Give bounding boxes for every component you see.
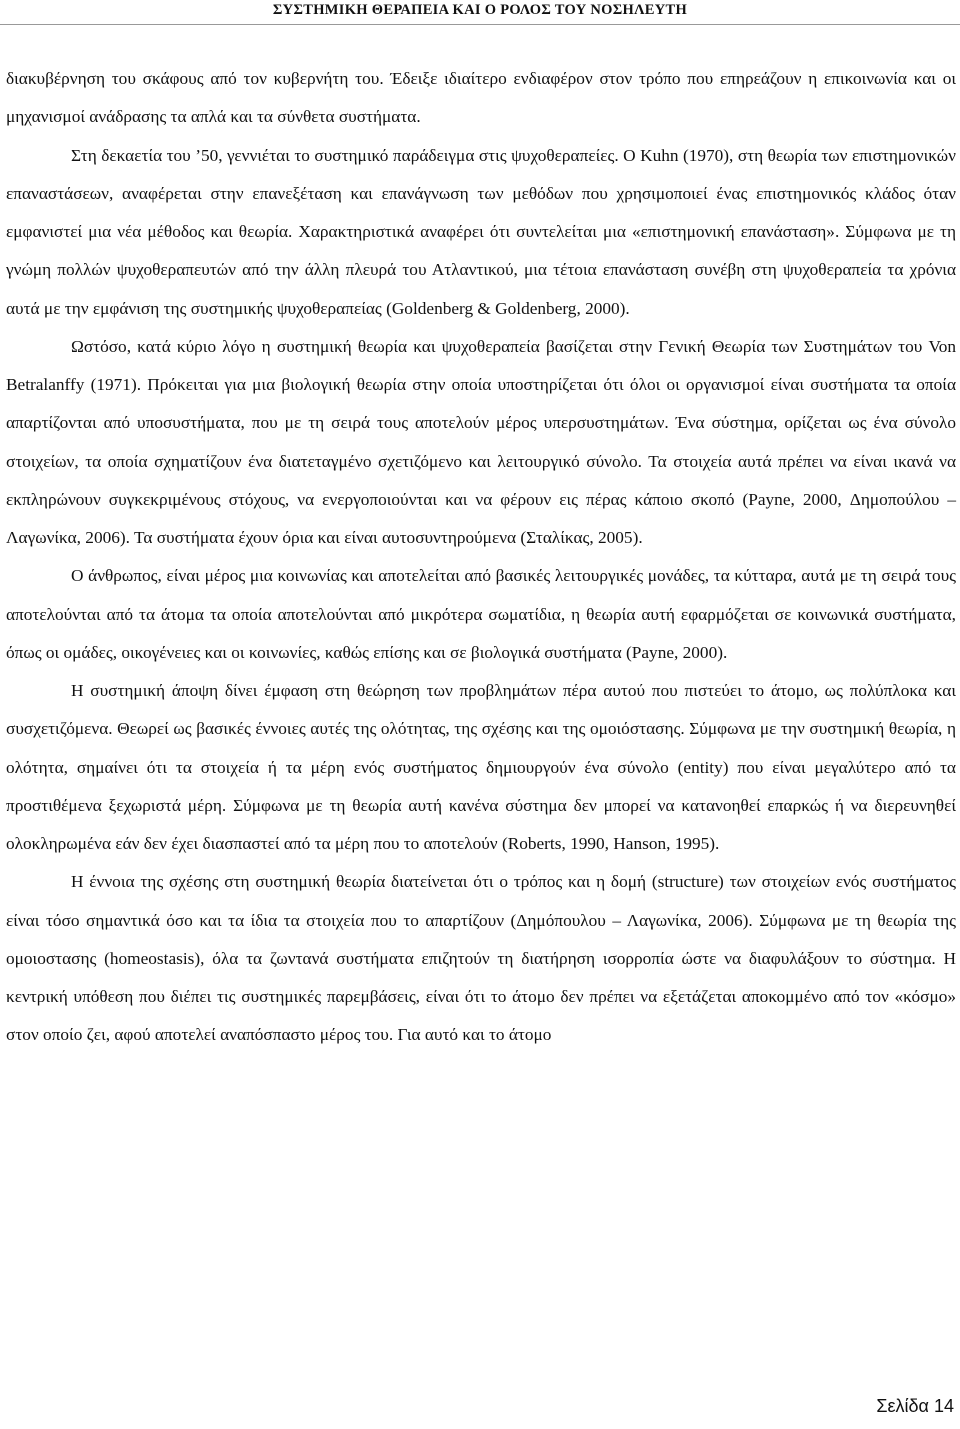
header-divider	[0, 24, 960, 25]
document-body	[6, 60, 956, 1055]
paragraph: Στη δεκαετία του ’50, γεννιέται το συστημικό παράδειγμα στις ψυχοθεραπείες. Ο Kuhn (1970), στη θεωρία των επιστημονικών επαναστάσεων, αναφέρεται στην επανεξέταση και επανάγνωση των μεθόδων που χρησιμοποιεί ένας επιστημονικός κλάδος όταν εμφανιστεί μια νέα μέθοδος και θεωρία. Χαρακτηριστικά αναφέρει ότι συντελείται μια «επιστημονική επανάσταση». Σύμφωνα με τη γνώμη πολλών ψυχοθεραπευτών από την άλλη πλευρά του Ατλαντικού, μια τέτοια επανάσταση συνέβη στη ψυχοθεραπεία τα χρόνια αυτά με την εμφάνιση της συστημικής ψυχοθεραπείας (Goldenberg & Goldenberg, 2000).	[6, 145, 956, 318]
running-header: ΣΥΣΤΗΜΙΚΗ ΘΕΡΑΠΕΙΑ ΚΑΙ Ο ΡΟΛΟΣ ΤΟΥ ΝΟΣΗΛΕΥΤΗ	[272, 2, 688, 18]
paragraph: Ο άνθρωπος, είναι μέρος μια κοινωνίας και αποτελείται από βασικές λειτουργικές μονάδες, τα κύτταρα, αυτά με τη σειρά τους αποτελούνται από τα άτομα τα οποία αποτελούνται από μικρότερα σωματίδια, η θεωρία αυτή εφαρμόζεται σε κοινωνικά συστήματα, όπως οι ομάδες, οικογένειες και οι κοινωνίες, καθώς επίσης και σε βιολογικά συστήματα (Payne, 2000).	[6, 566, 956, 662]
paragraph: διακυβέρνηση του σκάφους από τον κυβερνήτη του. Έδειξε ιδιαίτερο ενδιαφέρον στον τρόπο που επηρεάζουν η επικοινωνία και οι μηχανισμοί ανάδρασης τα απλά και τα σύνθετα συστήματα.	[6, 69, 956, 127]
paragraph: Ωστόσο, κατά κύριο λόγο η συστημική θεωρία και ψυχοθεραπεία βασίζεται στην Γενική Θεωρία των Συστημάτων του Von Betralanffy (1971). Πρόκειται για μια βιολογική θεωρία στην οποία υποστηρίζεται ότι όλοι οι οργανισμοί είναι συστήματα τα οποία απαρτίζονται από υποσυστήματα, που με τη σειρά τους αποτελούν μέρος υπερσυστημάτων. Ένα σύστημα, ορίζεται ως ένα σύνολο στοιχείων, τα οποία σχηματίζουν ένα διατεταγμένο σχετιζόμενο και λειτουργικό σύνολο. Τα στοιχεία αυτά πρέπει να είναι ικανά να εκπληρώνουν συγκεκριμένους στόχους, να ενεργοποιούνται και να φέρουν εις πέρας κάποιο σκοπό (Payne, 2000, Δημοπούλου – Λαγωνίκα, 2006). Τα συστήματα έχουν όρια και είναι αυτοσυντηρούμενα (Σταλίκας, 2005).	[6, 336, 956, 547]
paragraph: Η συστημική άποψη δίνει έμφαση στη θεώρηση των προβλημάτων πέρα αυτού που πιστεύει το άτομο, ως πολύπλοκα και συσχετιζόμενα. Θεωρεί ως βασικές έννοιες αυτές της ολότητας, της σχέσης και της ομοιόστασης. Σύμφωνα με την συστημική θεωρία, η ολότητα, σημαίνει ότι τα στοιχεία ή τα μέρη ενός συστήματος δημιουργούν ένα σύνολο (entity) που είναι μεγαλύτερο από τα προστιθέμενα ξεχωριστά μέρη. Σύμφωνα με τη θεωρία αυτή κανένα σύστημα δεν μπορεί να κατανοηθεί επαρκώς ή να διερευνηθεί ολοκληρωμένα εάν δεν έχει διασπαστεί από τα μέρη που το αποτελούν (Roberts, 1990, Hanson, 1995).	[6, 681, 956, 853]
paragraph: Η έννοια της σχέσης στη συστημική θεωρία διατείνεται ότι ο τρόπος και η δομή (structure) των στοιχείων ενός συστήματος είναι τόσο σημαντικά όσο και τα ίδια τα στοιχεία που το απαρτίζουν (Δημόπουλου – Λαγωνίκα, 2006). Σύμφωνα με τη θεωρία της ομοιοστασης (homeostasis), όλα τα ζωντανά συστήματα επιζητούν τη διατήρηση ισορροπία ώστε να διαφυλάξουν το σύστημα. Η κεντρική υπόθεση που διέπει τις συστημικές παρεμβάσεις, είναι ότι το άτομο δεν πρέπει να εξετάζεται αποκομμένο από τον «κόσμο» στον οποίο ζει, αφού αποτελεί αναπόσπαστο μέρος του. Για αυτό και το άτομο	[6, 872, 956, 1045]
page-number: Σελίδα 14	[876, 1396, 954, 1416]
